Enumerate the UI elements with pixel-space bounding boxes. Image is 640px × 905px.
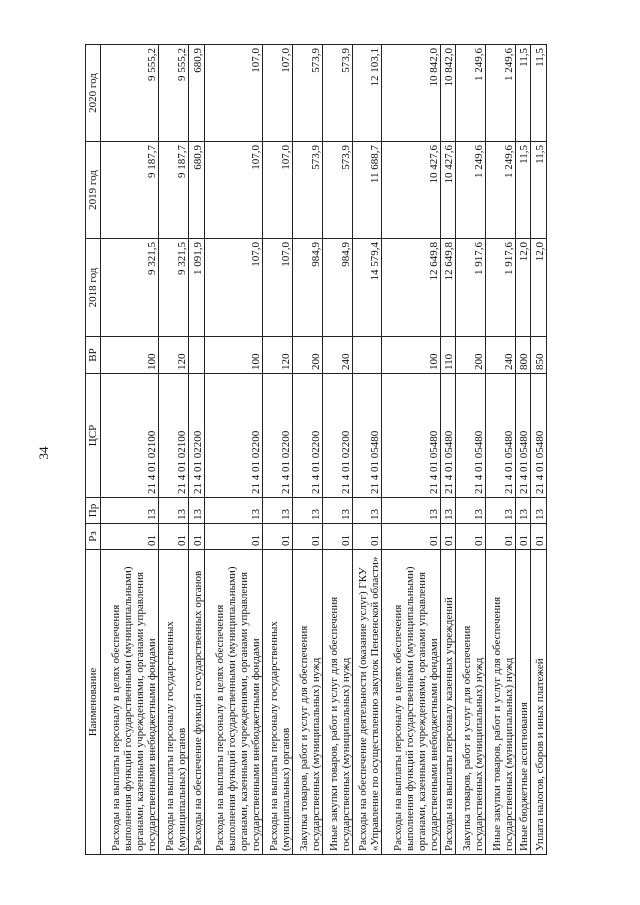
cell-rz: 01 (440, 524, 456, 550)
cell-csr: 21 4 01 02200 (263, 374, 293, 498)
table-row (352, 45, 382, 855)
cell-2020: 12 103,1 (352, 45, 382, 142)
cell-pr: 13 (322, 498, 352, 524)
cell-2018: 12 649,8 (440, 239, 456, 337)
cell-2019: 573,9 (322, 142, 352, 239)
cell-2019: 1 249,6 (456, 142, 486, 239)
cell-2020: 573,9 (322, 45, 352, 142)
cell-2018: 12 649,8 (382, 239, 440, 337)
table-row (440, 45, 456, 855)
cell-rz: 01 (292, 524, 322, 550)
cell-rz: 01 (101, 524, 159, 550)
cell-vr: 240 (322, 337, 352, 374)
cell-name: Закупка товаров, работ и услуг для обеспечения государственных (муниципальных) нужд (292, 550, 322, 855)
cell-2019: 107,0 (204, 142, 262, 239)
cell-2019: 573,9 (292, 142, 322, 239)
table-row (382, 45, 440, 855)
header-2019: 2019 год (86, 142, 101, 239)
cell-vr: 110 (440, 337, 456, 374)
cell-name: Расходы на обеспечение деятельности (оказание услуг) ГКУ «Управление по осуществлению закупок Пензенской области» (352, 550, 382, 855)
cell-name: Иные закупки товаров, работ и услуг для обеспечения государственных (муниципальных) нужд (322, 550, 352, 855)
cell-2020: 10 842,0 (382, 45, 440, 142)
cell-csr: 21 4 01 05480 (486, 374, 516, 498)
cell-vr: 120 (159, 337, 189, 374)
cell-vr: 200 (292, 337, 322, 374)
cell-name: Расходы на выплаты персоналу в целях обеспечения выполнения функций государственными (муниципальными) органами, казенными учреждениями, органами управления государственными внебюджетными фондами (204, 550, 262, 855)
table-row (515, 45, 531, 855)
cell-vr: 100 (382, 337, 440, 374)
header-2020: 2020 год (86, 45, 101, 142)
cell-csr: 21 4 01 05480 (531, 374, 547, 498)
cell-2019: 11,5 (515, 142, 531, 239)
cell-2019: 11,5 (531, 142, 547, 239)
table-row (263, 45, 293, 855)
cell-2018: 1 917,6 (486, 239, 516, 337)
cell-2018: 984,9 (292, 239, 322, 337)
cell-name: Иные закупки товаров, работ и услуг для обеспечения государственных (муниципальных) нужд (486, 550, 516, 855)
cell-csr: 21 4 01 02200 (292, 374, 322, 498)
table-row (456, 45, 486, 855)
cell-csr: 21 4 01 05480 (440, 374, 456, 498)
cell-pr: 13 (204, 498, 262, 524)
cell-2018: 107,0 (204, 239, 262, 337)
cell-pr: 13 (189, 498, 205, 524)
cell-name: Расходы на выплаты персоналу в целях обеспечения выполнения функций государственными (муниципальными) органами, казенными учреждениями, органами управления государственными внебюджетными фондами (382, 550, 440, 855)
cell-2019: 1 249,6 (486, 142, 516, 239)
cell-rz: 01 (486, 524, 516, 550)
cell-2020: 9 555,2 (159, 45, 189, 142)
header-name: Наименование (86, 550, 101, 855)
table-header-row (86, 45, 101, 855)
header-pr: Пр (86, 498, 101, 524)
cell-rz: 01 (456, 524, 486, 550)
cell-name: Расходы на выплаты персоналу государственных (муниципальных) органов (159, 550, 189, 855)
rotated-table-container (85, 45, 547, 855)
cell-2019: 680,9 (189, 142, 205, 239)
table-row (486, 45, 516, 855)
cell-pr: 13 (159, 498, 189, 524)
cell-vr (352, 337, 382, 374)
cell-name: Расходы на выплаты персоналу в целях обеспечения выполнения функций государственными (муниципальными) органами, казенными учреждениями, органами управления государственными внебюджетными фондами (101, 550, 159, 855)
cell-2019: 9 187,7 (101, 142, 159, 239)
cell-2018: 14 579,4 (352, 239, 382, 337)
cell-pr: 13 (515, 498, 531, 524)
header-rz: Рз (86, 524, 101, 550)
cell-vr: 240 (486, 337, 516, 374)
cell-2018: 12,0 (531, 239, 547, 337)
cell-name: Расходы на обеспечение функций государственных органов (189, 550, 205, 855)
table-row (204, 45, 262, 855)
cell-vr: 200 (456, 337, 486, 374)
cell-2019: 10 427,6 (382, 142, 440, 239)
table-row (292, 45, 322, 855)
cell-csr: 21 4 01 05480 (515, 374, 531, 498)
table-body (101, 45, 547, 855)
cell-pr: 13 (456, 498, 486, 524)
table-row (159, 45, 189, 855)
cell-vr: 100 (204, 337, 262, 374)
cell-2020: 11,5 (515, 45, 531, 142)
cell-pr: 13 (352, 498, 382, 524)
table-row (322, 45, 352, 855)
cell-rz: 01 (322, 524, 352, 550)
cell-vr: 800 (515, 337, 531, 374)
header-2018: 2018 год (86, 239, 101, 337)
cell-pr: 13 (101, 498, 159, 524)
cell-2018: 107,0 (263, 239, 293, 337)
header-vr: ВР (86, 337, 101, 374)
cell-2018: 1 091,9 (189, 239, 205, 337)
table-row (531, 45, 547, 855)
cell-name: Расходы на выплаты персоналу государственных (муниципальных) органов (263, 550, 293, 855)
cell-pr: 13 (292, 498, 322, 524)
table-row (101, 45, 159, 855)
cell-rz: 01 (352, 524, 382, 550)
cell-2018: 1 917,6 (456, 239, 486, 337)
cell-2020: 573,9 (292, 45, 322, 142)
cell-rz: 01 (204, 524, 262, 550)
cell-csr: 21 4 01 02200 (204, 374, 262, 498)
cell-2019: 10 427,6 (440, 142, 456, 239)
cell-rz: 01 (263, 524, 293, 550)
cell-2020: 107,0 (263, 45, 293, 142)
cell-2018: 12,0 (515, 239, 531, 337)
cell-2020: 10 842,0 (440, 45, 456, 142)
cell-csr: 21 4 01 02200 (189, 374, 205, 498)
cell-csr: 21 4 01 02200 (322, 374, 352, 498)
budget-table (85, 44, 547, 855)
cell-name: Закупка товаров, работ и услуг для обеспечения государственных (муниципальных) нужд (456, 550, 486, 855)
cell-vr: 100 (101, 337, 159, 374)
cell-pr: 13 (440, 498, 456, 524)
cell-pr: 13 (486, 498, 516, 524)
cell-2020: 107,0 (204, 45, 262, 142)
cell-name: Иные бюджетные ассигнования (515, 550, 531, 855)
cell-2018: 984,9 (322, 239, 352, 337)
cell-csr: 21 4 01 05480 (456, 374, 486, 498)
cell-pr: 13 (531, 498, 547, 524)
table-row (189, 45, 205, 855)
cell-csr: 21 4 01 02100 (159, 374, 189, 498)
cell-name: Расходы на выплаты персоналу казенных учреждений (440, 550, 456, 855)
cell-rz: 01 (515, 524, 531, 550)
cell-2019: 11 688,7 (352, 142, 382, 239)
cell-pr: 13 (382, 498, 440, 524)
cell-2019: 107,0 (263, 142, 293, 239)
cell-rz: 01 (189, 524, 205, 550)
cell-pr: 13 (263, 498, 293, 524)
cell-2020: 1 249,6 (456, 45, 486, 142)
cell-rz: 01 (159, 524, 189, 550)
cell-vr (189, 337, 205, 374)
cell-csr: 21 4 01 02100 (101, 374, 159, 498)
cell-2020: 1 249,6 (486, 45, 516, 142)
cell-csr: 21 4 01 05480 (382, 374, 440, 498)
cell-2018: 9 321,5 (101, 239, 159, 337)
cell-vr: 850 (531, 337, 547, 374)
cell-2019: 9 187,7 (159, 142, 189, 239)
cell-rz: 01 (531, 524, 547, 550)
cell-name: Уплата налогов, сборов и иных платежей (531, 550, 547, 855)
cell-2020: 11,5 (531, 45, 547, 142)
page-number: 34 (36, 446, 51, 460)
cell-2018: 9 321,5 (159, 239, 189, 337)
header-csr: ЦСР (86, 374, 101, 498)
cell-2020: 9 555,2 (101, 45, 159, 142)
cell-csr: 21 4 01 05480 (352, 374, 382, 498)
cell-2020: 680,9 (189, 45, 205, 142)
cell-rz: 01 (382, 524, 440, 550)
cell-vr: 120 (263, 337, 293, 374)
